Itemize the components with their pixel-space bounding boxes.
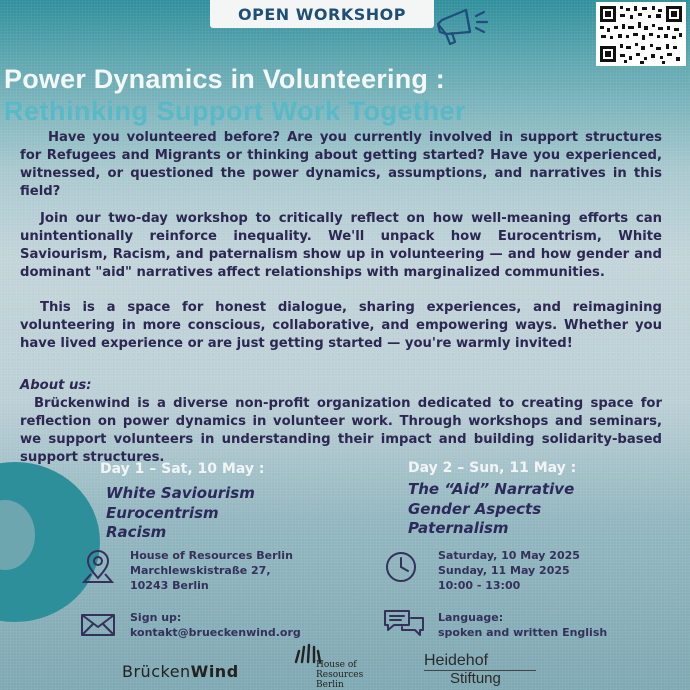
qr-code[interactable] xyxy=(596,2,686,66)
intro-paragraph: Have you volunteered before? Are you currently involved in support structures for Refugees and Migrants or thinking about getting started? Have you experienced, witnessed, or questioned the power dynamics, assumptions, and narratives in this field? xyxy=(20,130,662,199)
venue-street: Marchlewskistraße 27, xyxy=(130,564,271,577)
venue-name: House of Resources Berlin xyxy=(130,549,293,562)
workshop-paragraph: Join our two-day workshop to critically reflect on how well-meaning efforts can unintentionally reinforce inequality. We'll unpack how Eurocentrism, White Saviourism, Racism, and paternalism show up in volunteering — and how gender and dominant "aid" narratives affect relationships with marginalized communities. xyxy=(20,211,662,280)
topic-item: Racism xyxy=(106,523,167,541)
heidehof-stiftung-sub: Stiftung xyxy=(450,670,501,687)
time-range: 10:00 - 13:00 xyxy=(438,579,521,592)
location-info xyxy=(130,548,293,593)
topic-item: White Saviourism xyxy=(106,484,255,502)
location-pin-icon xyxy=(80,548,116,586)
day-2-heading: Day 2 – Sun, 11 May : xyxy=(408,460,577,476)
signup-info xyxy=(130,610,301,640)
title-line-2: Rethinking Support Work Together xyxy=(4,96,466,126)
heidehof-stiftung-logo: Heidehof xyxy=(424,652,489,669)
chat-bubbles-icon xyxy=(382,608,426,638)
invitation-paragraph: This is a space for honest dialogue, sharing experiences, and reimagining volunteering in more conscious, collaborative, and empowering ways. Whether you have lived experience or are just getting started — you're warmly invited! xyxy=(20,300,662,351)
date-day-1: Saturday, 10 May 2025 xyxy=(438,549,580,562)
megaphone-icon xyxy=(432,2,494,48)
envelope-icon xyxy=(80,613,116,637)
date-time-info xyxy=(438,548,580,593)
venue-city: 10243 Berlin xyxy=(130,579,209,592)
clock-icon xyxy=(384,550,418,584)
about-us-section xyxy=(20,377,662,467)
house-of-resources-logo: House of Resources Berlin xyxy=(316,660,364,690)
title-line-1: Power Dynamics in Volunteering : xyxy=(4,64,445,94)
language-value: spoken and written English xyxy=(438,626,608,639)
topic-item: Gender Aspects xyxy=(408,499,542,518)
about-us-heading: About us: xyxy=(20,378,92,393)
open-workshop-badge: OPEN WORKSHOP xyxy=(210,0,434,28)
signup-email-link[interactable]: kontakt@brueckenwind.org xyxy=(130,626,301,639)
language-info xyxy=(438,610,607,640)
day-1-heading: Day 1 – Sat, 10 May : xyxy=(100,461,265,477)
about-us-text: Brückenwind is a diverse non-profit organization dedicated to creating space for reflection on power dynamics in volunteer work. Through workshops and seminars, we support volunteers in understanding their impact and building solidarity-based support structures. xyxy=(20,396,662,465)
date-day-2: Sunday, 11 May 2025 xyxy=(438,564,570,577)
day-1-topics xyxy=(106,484,255,543)
topic-item: Paternalism xyxy=(408,519,509,537)
language-label: Language: xyxy=(438,611,504,624)
topic-item: Eurocentrism xyxy=(106,503,219,522)
topic-item: The “Aid” Narrative xyxy=(408,480,575,498)
signup-label: Sign up: xyxy=(130,611,182,624)
brueckenwind-logo: BrückenWind xyxy=(122,662,239,681)
day-2-topics xyxy=(408,480,574,539)
